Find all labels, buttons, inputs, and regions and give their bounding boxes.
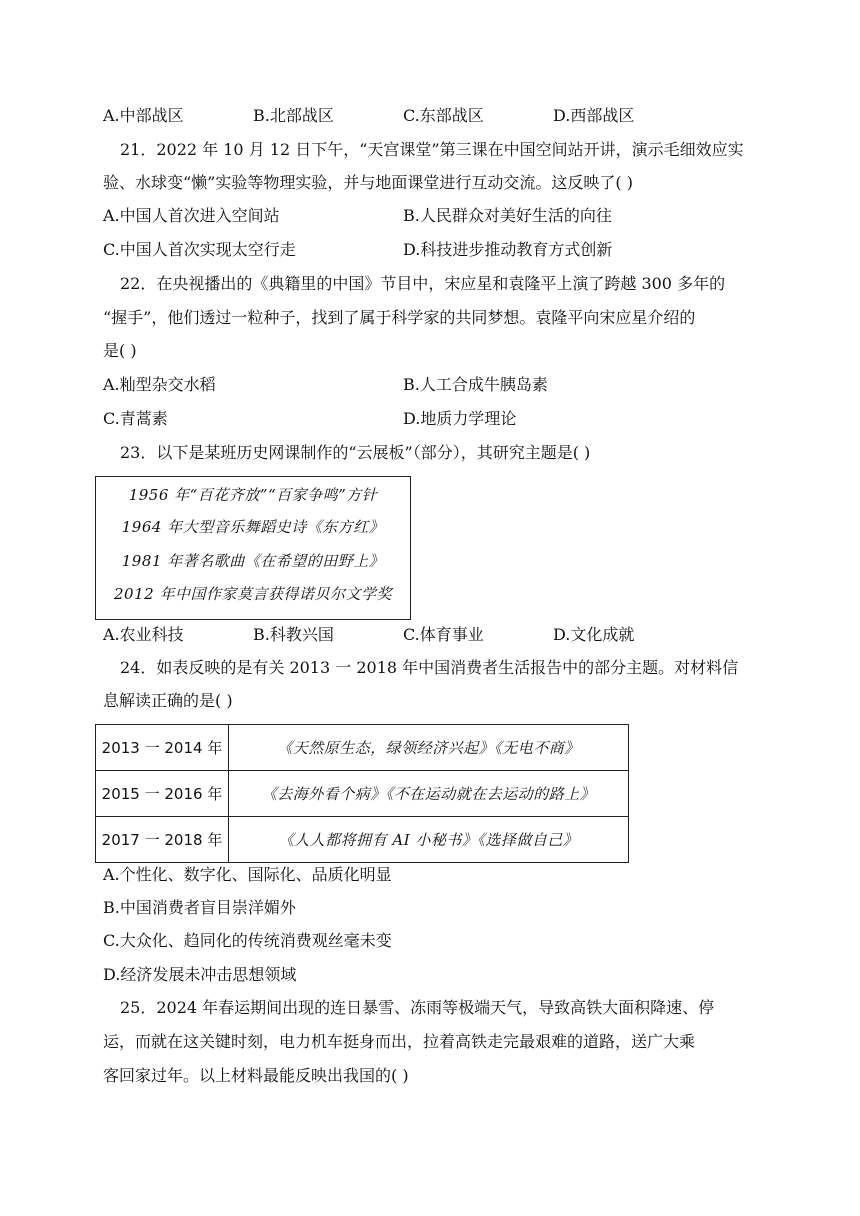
table-cell-years: 2017 一 2018 年 — [96, 817, 229, 863]
q25-stem-line-3: 客回家过年。以上材料最能反映出我国的( ) — [103, 1066, 409, 1085]
q21-stem-line-2: 验、水球变“懒”实验等物理实验，并与地面课堂进行互动交流。这反映了( ) — [103, 173, 633, 192]
q24-stem-line-2: 息解读正确的是( ) — [103, 691, 233, 710]
q25-stem-line-1: 25．2024 年春运期间出现的连日暴雪、冻雨等极端天气，导致高铁大面积降速、停 — [120, 998, 715, 1017]
consumer-report-table — [95, 724, 629, 863]
q22-stem-line-1: 22．在央视播出的《典籍里的中国》节目中，宋应星和袁隆平上演了跨越 300 多年的 — [120, 274, 726, 293]
q21-option-a[interactable]: A.中国人首次进入空间站 — [103, 206, 280, 225]
q20-option-a[interactable]: A.中部战区 — [103, 106, 184, 125]
q22-option-a[interactable]: A.籼型杂交水稻 — [103, 375, 216, 394]
q22-stem-line-3: 是( ) — [103, 341, 137, 360]
q23-stem-line-1: 23．以下是某班历史网课制作的“云展板”（部分），其研究主题是( ) — [120, 443, 591, 462]
q22-option-d[interactable]: D.地质力学理论 — [403, 409, 517, 428]
q21-stem-line-1: 21．2022 年 10 月 12 日下午，“天宫课堂”第三课在中国空间站开讲，演示毛细效应实 — [120, 140, 744, 159]
q20-option-b[interactable]: B.北部战区 — [253, 106, 334, 125]
q24-option-b[interactable]: B.中国消费者盲目崇洋媚外 — [103, 898, 296, 917]
table-cell-themes: 《人人都将拥有 AI 小秘书》《选择做自己》 — [229, 817, 629, 863]
q21-option-d[interactable]: D.科技进步推动教育方式创新 — [403, 240, 613, 259]
table-row — [96, 771, 629, 817]
table-cell-years: 2013 一 2014 年 — [96, 725, 229, 771]
q22-option-b[interactable]: B.人工合成牛胰岛素 — [403, 375, 548, 394]
q23-option-d[interactable]: D.文化成就 — [553, 625, 635, 644]
cloud-exhibition-board — [95, 476, 411, 620]
q24-option-c[interactable]: C.大众化、趋同化的传统消费观丝毫未变 — [103, 931, 392, 950]
board-item-2012: 2012 年中国作家莫言获得诺贝尔文学奖 — [114, 585, 392, 603]
q25-stem-line-2: 运，而就在这关键时刻，电力机车挺身而出，拉着高铁走完最艰难的道路，送广大乘 — [103, 1032, 696, 1051]
board-item-1964: 1964 年大型音乐舞蹈史诗《东方红》 — [121, 518, 385, 536]
q21-option-b[interactable]: B.人民群众对美好生活的向往 — [403, 206, 612, 225]
table-row — [96, 725, 629, 771]
table-cell-themes: 《去海外看个病》《不在运动就在去运动的路上》 — [229, 771, 629, 817]
table-cell-years: 2015 一 2016 年 — [96, 771, 229, 817]
q23-option-a[interactable]: A.农业科技 — [103, 625, 184, 644]
q22-option-c[interactable]: C.青蒿素 — [103, 409, 168, 428]
q21-option-c[interactable]: C.中国人首次实现太空行走 — [103, 240, 296, 259]
board-item-1956: 1956 年“百花齐放”“百家争鸣”方针 — [128, 486, 378, 504]
board-item-1981: 1981 年著名歌曲《在希望的田野上》 — [121, 552, 385, 570]
q22-stem-line-2: “握手”，他们透过一粒种子，找到了属于科学家的共同梦想。袁隆平向宋应星介绍的 — [103, 308, 696, 327]
q20-option-d[interactable]: D.西部战区 — [553, 106, 635, 125]
q24-option-d[interactable]: D.经济发展未冲击思想领域 — [103, 965, 297, 984]
table-row — [96, 817, 629, 863]
q23-option-b[interactable]: B.科教兴国 — [253, 625, 334, 644]
q24-stem-line-1: 24．如表反映的是有关 2013 一 2018 年中国消费者生活报告中的部分主题。对材料信 — [120, 658, 739, 677]
table-cell-themes: 《天然原生态，绿领经济兴起》《无电不商》 — [229, 725, 629, 771]
q20-option-c[interactable]: C.东部战区 — [403, 106, 484, 125]
q23-option-c[interactable]: C.体育事业 — [403, 625, 484, 644]
q24-option-a[interactable]: A.个性化、数字化、国际化、品质化明显 — [103, 865, 392, 884]
